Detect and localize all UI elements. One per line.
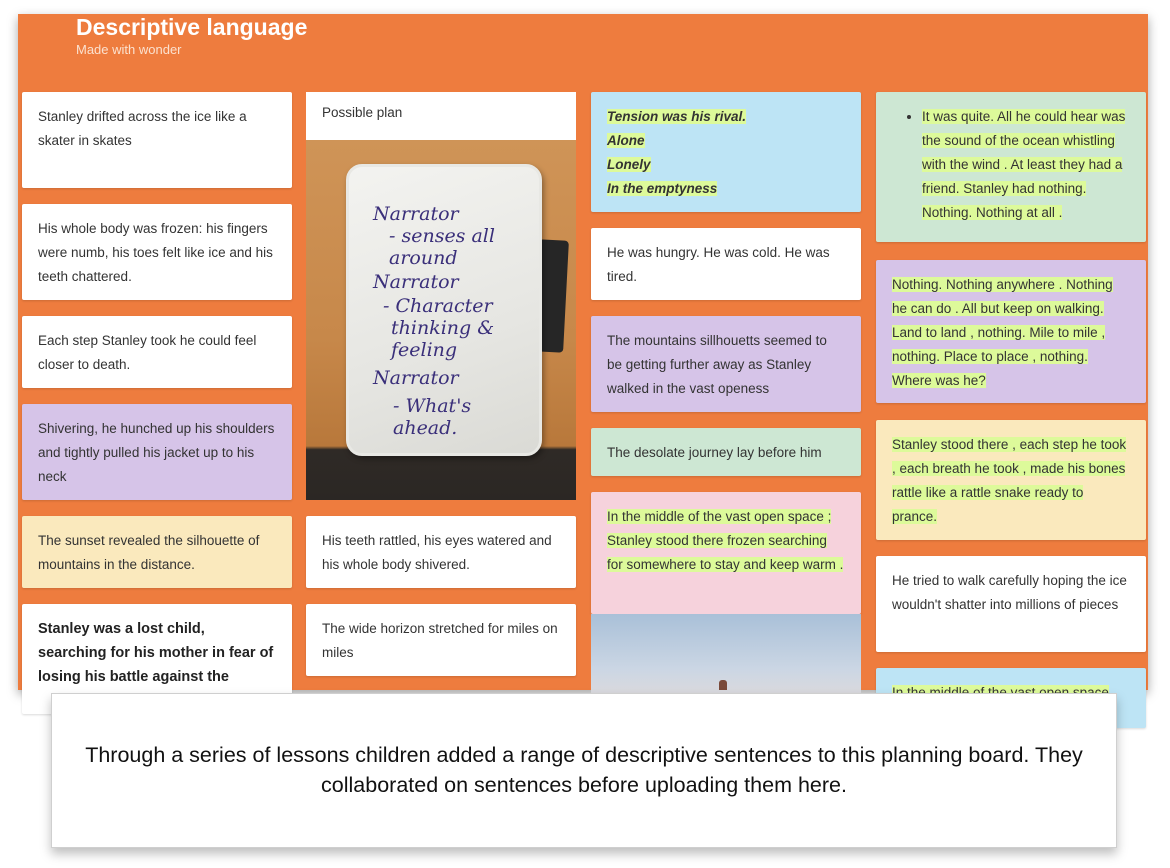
post-text: His whole body was frozen: his fingers were numb, his toes felt like ice and his teeth chattered. — [38, 221, 273, 284]
post-card[interactable] — [876, 556, 1146, 652]
whiteboard-text: thinking & feeling — [391, 317, 495, 361]
padlet-board — [18, 14, 1148, 690]
whiteboard-text: Narrator — [373, 367, 459, 389]
caption-text: Through a series of lessons children added a range of descriptive sentences to this planning board. They collaborated on sentences before uploading them here. — [85, 743, 1083, 797]
post-text: It was quite. All he could hear was the sound of the ocean whistling with the wind . At least they had a friend. Stanley had nothing. Nothing. Nothing at all . — [922, 109, 1126, 220]
whiteboard-text: - Character — [383, 295, 493, 317]
post-card[interactable] — [22, 316, 292, 388]
bullet-list — [892, 105, 1130, 225]
post-text: In the middle of the vast open space ; Stanley stood there frozen searching for somewhere to stay and keep warm . — [607, 509, 844, 572]
whiteboard-text: Narrator — [373, 271, 459, 293]
whiteboard-text: - senses all around — [389, 225, 495, 269]
caption-box — [51, 693, 1117, 848]
post-card[interactable] — [306, 516, 576, 588]
post-text: His teeth rattled, his eyes watered and his whole body shivered. — [322, 533, 552, 572]
post-text: He was hungry. He was cold. He was tired. — [607, 245, 830, 284]
post-text: The wide horizon stretched for miles on miles — [322, 621, 558, 660]
post-text: Nothing. Nothing anywhere . Nothing he can do . All but keep on walking. Land to land , nothing. Mile to mile , nothing. Place to place , nothing. Where was he? — [892, 277, 1113, 388]
post-text: He tried to walk carefully hoping the ice wouldn't shatter into millions of pieces — [892, 573, 1127, 612]
post-card[interactable] — [22, 404, 292, 500]
post-text: The desolate journey lay before him — [607, 445, 822, 460]
bullet-item — [922, 105, 1130, 225]
post-text: Shivering, he hunched up his shoulders and tightly pulled his jacket up to his neck — [38, 421, 275, 484]
whiteboard-text: - What's ahead. — [393, 395, 472, 439]
post-text: In the emptyness — [607, 181, 718, 196]
post-card[interactable] — [876, 260, 1146, 403]
whiteboard — [346, 164, 542, 456]
post-title: Possible plan — [306, 92, 576, 140]
board-subtitle: Made with wonder — [76, 42, 182, 57]
figure-silhouette — [719, 680, 727, 690]
whiteboard-text: Narrator — [373, 203, 459, 225]
post-text: Tension was his rival. — [607, 109, 747, 124]
post-card[interactable] — [22, 516, 292, 588]
post-card[interactable] — [591, 492, 861, 614]
post-text: Lonely — [607, 157, 651, 172]
post-text: The sunset revealed the silhouette of mountains in the distance. — [38, 533, 260, 572]
post-card[interactable] — [876, 92, 1146, 242]
post-card-photo[interactable] — [306, 92, 576, 500]
post-card[interactable] — [306, 604, 576, 676]
post-card[interactable] — [876, 420, 1146, 540]
post-text: Stanley drifted across the ice like a skater in skates — [38, 109, 247, 148]
whiteboard-photo — [306, 140, 576, 500]
board-header — [76, 14, 307, 59]
post-text: Stanley stood there , each step he took , each breath he took , made his bones rattle like a rattle snake ready to prance. — [892, 437, 1127, 524]
post-card[interactable] — [591, 316, 861, 412]
post-card[interactable] — [591, 92, 861, 212]
board-title: Descriptive language — [76, 14, 308, 40]
post-card[interactable] — [591, 428, 861, 476]
post-text: Each step Stanley took he could feel closer to death. — [38, 333, 257, 372]
post-card[interactable] — [591, 228, 861, 300]
post-card[interactable] — [22, 92, 292, 188]
post-text: Stanley was a lost child, searching for his mother in fear of losing his battle against the — [38, 621, 274, 685]
post-card[interactable] — [22, 204, 292, 300]
post-text: The mountains sillhouetts seemed to be getting further away as Stanley walked in the vast openess — [607, 333, 827, 396]
post-text: Alone — [607, 133, 645, 148]
